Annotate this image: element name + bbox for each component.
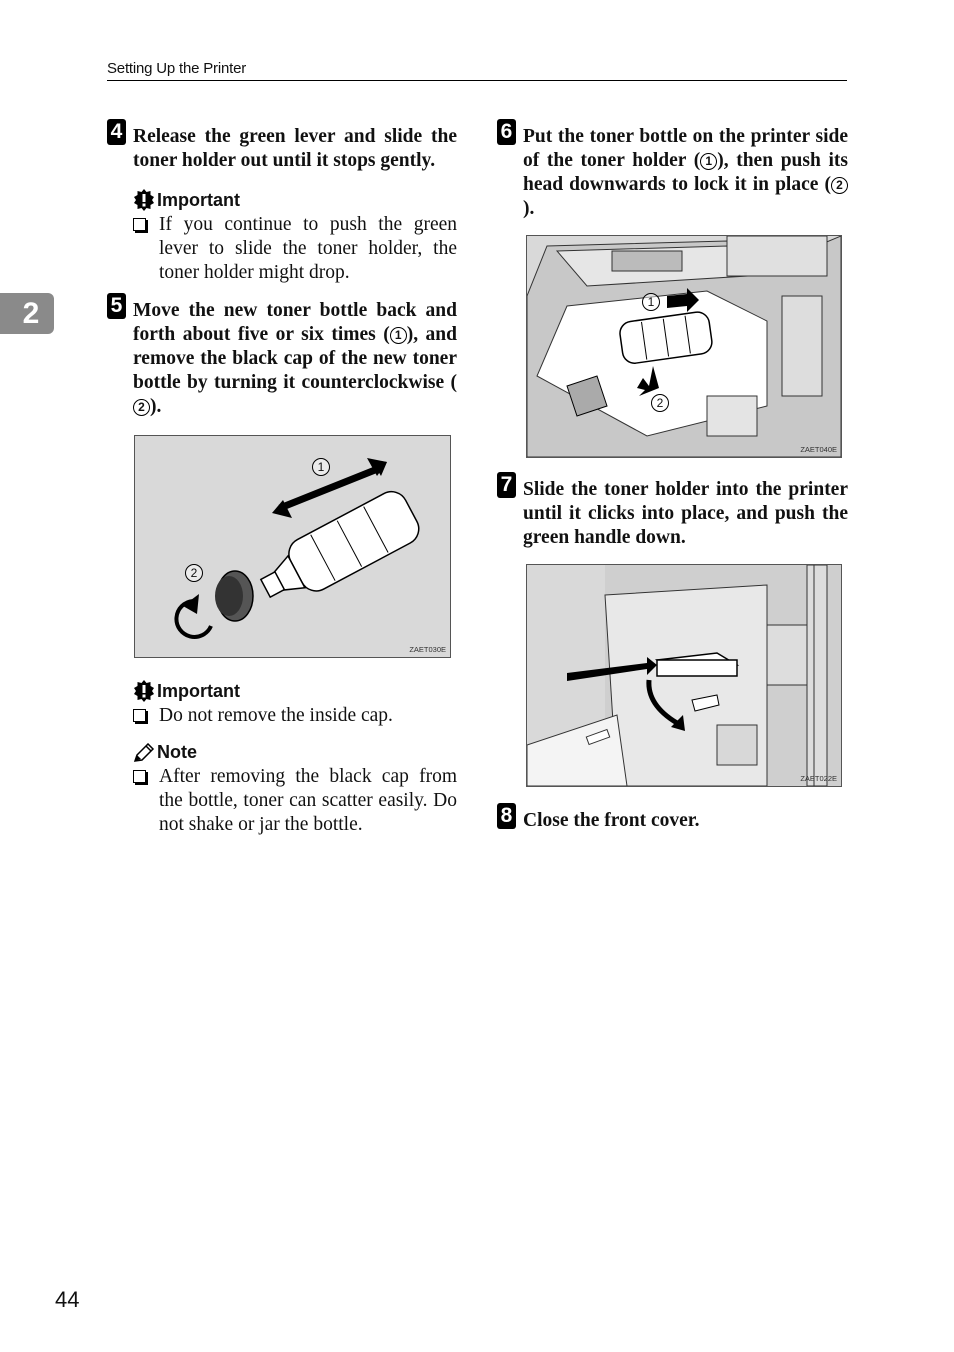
step-5 bbox=[107, 294, 457, 419]
important-text: Do not remove the inside cap. bbox=[159, 705, 393, 726]
important-icon bbox=[133, 189, 155, 211]
important-icon bbox=[133, 680, 155, 702]
printer-slide-holder-illustration bbox=[527, 565, 841, 786]
step-number: 5 bbox=[107, 293, 126, 319]
step-number: 4 bbox=[107, 119, 126, 145]
note-text: After removing the black cap from the bottle, toner can scatter easily. Do not shake or jar the bottle. bbox=[159, 766, 457, 835]
figure-code: ZAET022E bbox=[800, 774, 837, 783]
callout-marker-2: 2 bbox=[185, 564, 203, 582]
step-text: Put the toner bottle on the printer side of the toner holder ( 1 ), then push its head downwards to lock it in place ( 2). bbox=[523, 126, 848, 219]
important-label: Important bbox=[157, 680, 240, 701]
note-item bbox=[133, 765, 457, 837]
step-text: Move the new toner bottle back and forth about five or six times ( 1 ), and remove the black cap of the new toner bottle by turning it counterclockwise (2 ). bbox=[133, 300, 457, 417]
step-number: 6 bbox=[497, 119, 516, 145]
figure-code: ZAET040E bbox=[800, 445, 837, 454]
pencil-icon bbox=[133, 743, 155, 763]
important-item bbox=[133, 213, 457, 285]
circled-one-icon: 1 bbox=[390, 327, 407, 344]
figure-slide-holder bbox=[526, 564, 842, 787]
note-label: Note bbox=[157, 742, 197, 762]
printer-toner-holder-illustration bbox=[527, 236, 841, 457]
page-number: 44 bbox=[55, 1287, 80, 1312]
callout-marker-2: 2 bbox=[651, 394, 669, 412]
important-label: Important bbox=[157, 189, 240, 210]
toner-bottle-illustration bbox=[135, 436, 450, 657]
important-callout bbox=[133, 680, 457, 728]
figure-toner-holder bbox=[526, 235, 842, 458]
circled-two-icon: 2 bbox=[831, 177, 848, 194]
step-7 bbox=[497, 473, 848, 550]
important-text: If you continue to push the green lever to slide the toner holder, the toner holder might drop. bbox=[159, 214, 457, 283]
note-callout bbox=[133, 742, 457, 837]
step-6 bbox=[497, 120, 848, 221]
step-text: Slide the toner holder into the printer until it clicks into place, and push the green handle down. bbox=[523, 479, 848, 548]
checkbox-bullet-icon bbox=[133, 770, 146, 783]
checkbox-bullet-icon bbox=[133, 709, 146, 722]
step-8 bbox=[497, 804, 848, 833]
callout-marker-1: 1 bbox=[642, 293, 660, 311]
circled-one-icon: 1 bbox=[700, 153, 717, 170]
chapter-tab: 2 bbox=[0, 293, 54, 334]
figure-toner-bottle bbox=[134, 435, 451, 658]
figure-code: ZAET030E bbox=[409, 645, 446, 654]
checkbox-bullet-icon bbox=[133, 218, 146, 231]
step-number: 8 bbox=[497, 803, 516, 829]
running-header: Setting Up the Printer bbox=[107, 60, 847, 81]
step-number: 7 bbox=[497, 472, 516, 498]
step-text: Close the front cover. bbox=[523, 810, 700, 831]
right-column bbox=[497, 120, 848, 849]
important-item bbox=[133, 704, 457, 728]
step-text: Release the green lever and slide the toner holder out until it stops gently. bbox=[133, 126, 457, 171]
step-4 bbox=[107, 120, 457, 173]
circled-two-icon: 2 bbox=[133, 399, 150, 416]
important-callout bbox=[133, 189, 457, 285]
left-column bbox=[107, 120, 457, 851]
callout-marker-1: 1 bbox=[312, 458, 330, 476]
